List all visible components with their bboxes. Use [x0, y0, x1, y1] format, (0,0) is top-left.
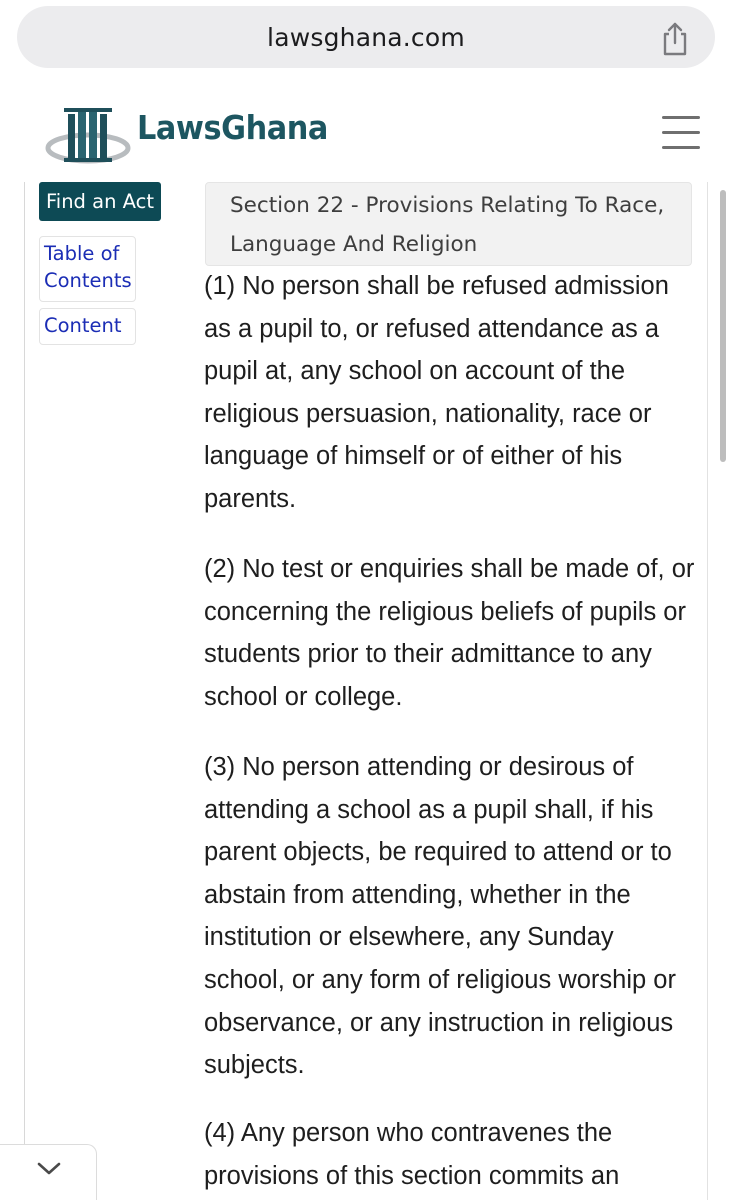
site-header — [0, 86, 732, 182]
address-bar[interactable] — [17, 6, 715, 68]
content-link[interactable]: Content — [39, 308, 136, 345]
table-of-contents-link[interactable]: Table of Contents — [39, 236, 136, 302]
pillar-logo-icon[interactable] — [44, 102, 132, 166]
right-divider — [707, 182, 708, 1200]
section-paragraph: (1) No person shall be refused admission as a pupil to, or refused attendance as a pupil at, any school on account of the religious persuasion, nationality, race or language of himself or of either of his parents. — [204, 272, 669, 513]
collapse-tab[interactable] — [0, 1144, 97, 1200]
left-divider — [24, 182, 25, 1200]
share-icon[interactable] — [659, 21, 691, 57]
browser-toolbar — [0, 0, 732, 87]
find-an-act-button[interactable]: Find an Act — [39, 182, 161, 221]
site-brand[interactable]: LawsGhana — [137, 108, 328, 147]
section-title: Section 22 - Provisions Relating To Race, Language And Religion — [205, 182, 692, 266]
url-text[interactable]: lawsghana.com — [267, 23, 465, 52]
hamburger-menu-icon[interactable] — [662, 116, 700, 150]
section-paragraph: (4) Any person who contravenes the provisions of this section commits an — [204, 1119, 620, 1190]
section-paragraph: (3) No person attending or desirous of attending a school as a pupil shall, if his parent objects, be required to attend or to abstain from attending, whether in the institution or elsewhere, any Sunday school, or any form of religious worship or observance, or any instruction in religious subjects. — [204, 753, 676, 1080]
scrollbar[interactable] — [720, 190, 726, 462]
chevron-down-icon[interactable] — [36, 1161, 62, 1177]
section-paragraph: (2) No test or enquiries shall be made of, or concerning the religious beliefs of pupils or students prior to their admittance to any school or college. — [204, 555, 695, 711]
main-content — [0, 182, 732, 1200]
